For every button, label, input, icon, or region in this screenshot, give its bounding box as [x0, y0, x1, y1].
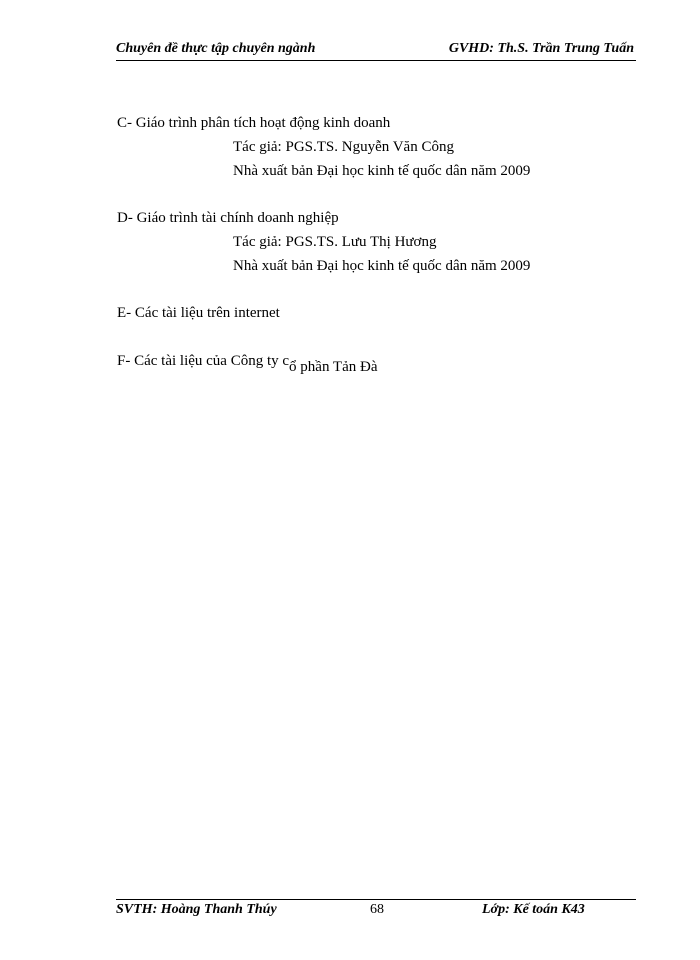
page-footer	[116, 899, 636, 922]
reference-d-title: D- Giáo trình tài chính doanh nghiệp	[117, 210, 339, 226]
reference-c-author: Tác giả: PGS.TS. Nguyễn Văn Công	[233, 139, 454, 155]
reference-e-title: E- Các tài liệu trên internet	[117, 305, 280, 321]
footer-student: SVTH: Hoàng Thanh Thúy	[116, 902, 277, 917]
header-supervisor: GVHD: Th.S. Trần Trung Tuấn	[448, 41, 634, 56]
page-header	[116, 40, 636, 61]
reference-f-title	[117, 353, 378, 375]
reference-f-title-part2: ổ phần Tản Đà	[289, 359, 378, 375]
reference-d-publisher: Nhà xuất bản Đại học kinh tế quốc dân năm 2009	[233, 258, 531, 274]
header-document-title: Chuyên đề thực tập chuyên ngành	[116, 41, 316, 56]
footer-page-number: 68	[370, 902, 384, 917]
reference-c-publisher: Nhà xuất bản Đại học kinh tế quốc dân năm 2009	[233, 163, 531, 179]
reference-f-title-part1: F- Các tài liệu của Công ty c	[117, 353, 290, 369]
reference-c-title: C- Giáo trình phân tích hoạt động kinh doanh	[117, 115, 391, 131]
footer-class: Lớp: Kế toán K43	[482, 902, 585, 917]
reference-d-author: Tác giả: PGS.TS. Lưu Thị Hương	[233, 234, 437, 250]
